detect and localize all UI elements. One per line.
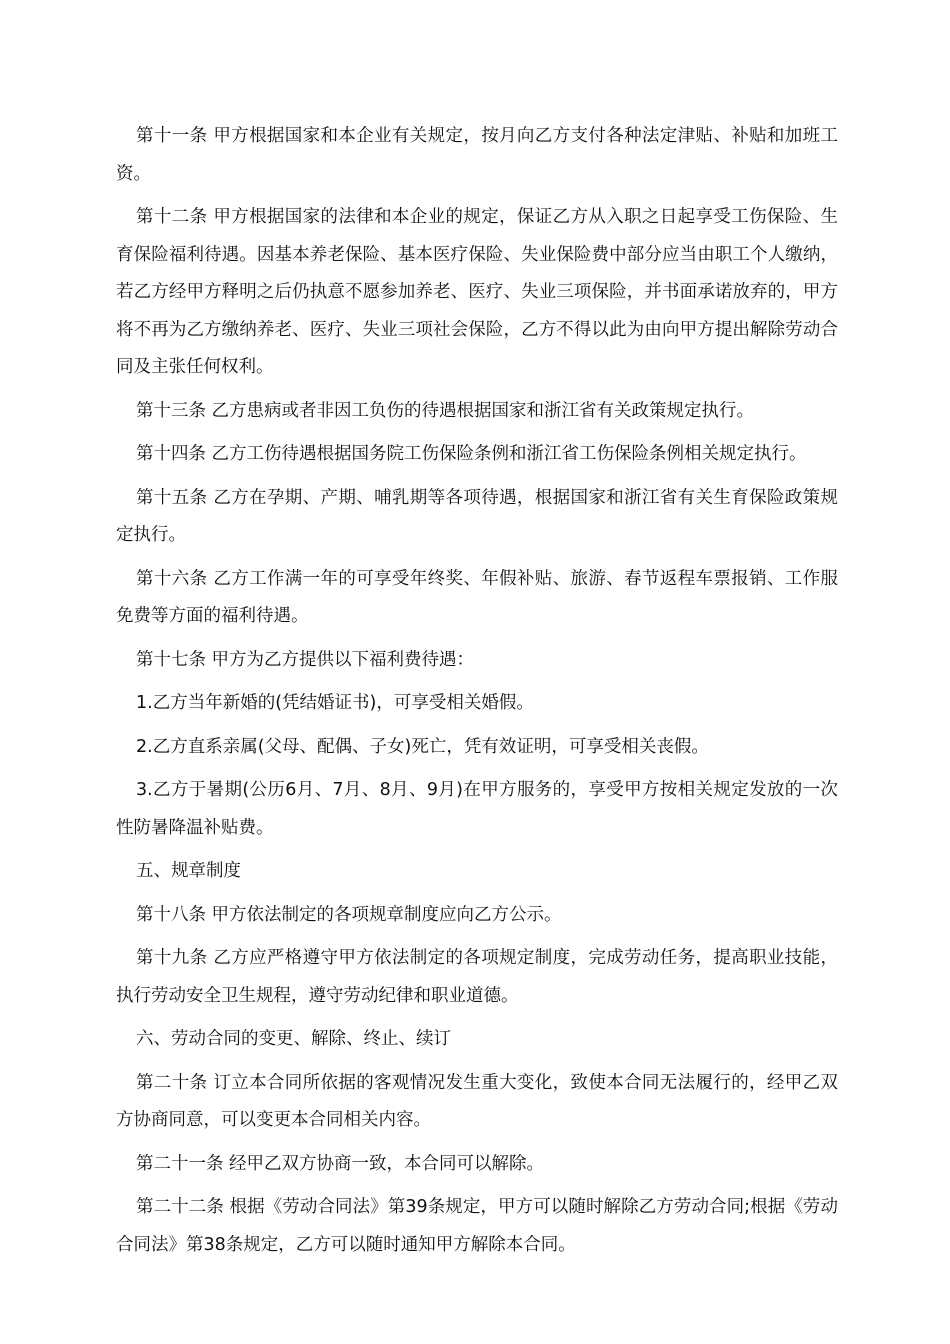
document-body: [116, 118, 838, 1270]
article-11: 第十一条 甲方根据国家和本企业有关规定，按月向乙方支付各种法定津贴、补贴和加班工资。: [116, 126, 838, 184]
article-22: 第二十二条 根据《劳动合同法》第39条规定，甲方可以随时解除乙方劳动合同;根据《劳动合同法》第38条规定，乙方可以随时通知甲方解除本合同。: [116, 1197, 838, 1255]
article-17: 第十七条 甲方为乙方提供以下福利费待遇：: [136, 649, 475, 670]
article-20: 第二十条 订立本合同所依据的客观情况发生重大变化，致使本合同无法履行的，经甲乙双方协商同意，可以变更本合同相关内容。: [116, 1072, 838, 1130]
article-15: 第十五条 乙方在孕期、产期、哺乳期等各项待遇，根据国家和浙江省有关生育保险政策规定执行。: [116, 487, 838, 545]
article-18: 第十八条 甲方依法制定的各项规章制度应向乙方公示。: [136, 904, 562, 925]
article-12: 第十二条 甲方根据国家的法律和本企业的规定，保证乙方从入职之日起享受工伤保险、生育保险福利待遇。因基本养老保险、基本医疗保险、失业保险费中部分应当由职工个人缴纳，若乙方经甲方释明之后仍执意不愿参加养老、医疗、失业三项保险，并书面承诺放弃的，甲方将不再为乙方缴纳养老、医疗、失业三项社会保险，乙方不得以此为由向甲方提出解除劳动合同及主张任何权利。: [116, 207, 838, 377]
article-14: 第十四条 乙方工伤待遇根据国务院工伤保险条例和浙江省工伤保险条例相关规定执行。: [136, 444, 807, 464]
article-21: 第二十一条 经甲乙双方协商一致，本合同可以解除。: [136, 1153, 545, 1174]
list-item-1: 1.乙方当年新婚的(凭结婚证书)，可享受相关婚假。: [136, 693, 534, 713]
section-heading-6: 六、劳动合同的变更、解除、终止、续订: [136, 1029, 451, 1049]
article-16: 第十六条 乙方工作满一年的可享受年终奖、年假补贴、旅游、春节返程车票报销、工作服免费等方面的福利待遇。: [116, 568, 838, 626]
list-item-3: 3.乙方于暑期(公历6月、7月、8月、9月)在甲方服务的，享受甲方按相关规定发放的一次性防暑降温补贴费。: [116, 780, 838, 838]
list-item-2: 2.乙方直系亲属(父母、配偶、子女)死亡，凭有效证明，可享受相关丧假。: [136, 736, 709, 757]
article-13: 第十三条 乙方患病或者非因工负伤的待遇根据国家和浙江省有关政策规定执行。: [136, 400, 755, 421]
article-19: 第十九条 乙方应严格遵守甲方依法制定的各项规定制度，完成劳动任务，提高职业技能，执行劳动安全卫生规程，遵守劳动纪律和职业道德。: [116, 948, 838, 1006]
section-heading-5: 五、规章制度: [136, 861, 241, 881]
